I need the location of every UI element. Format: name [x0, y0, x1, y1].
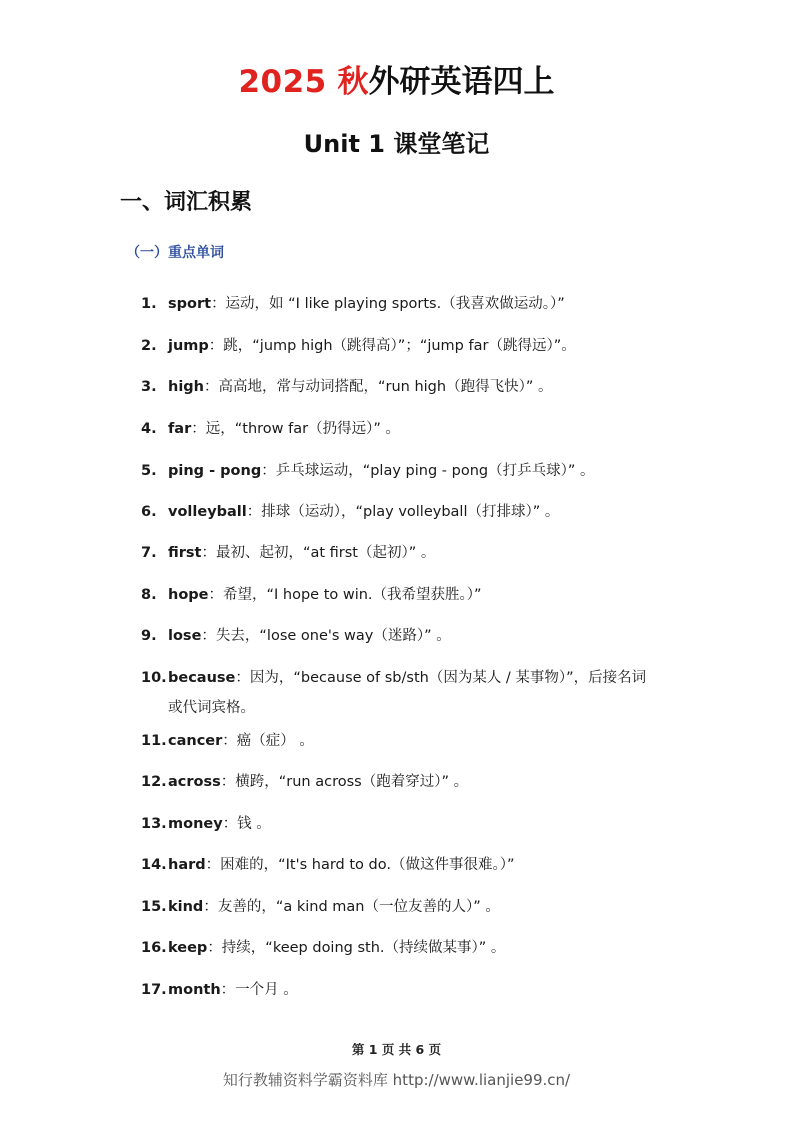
vocab-word: sport	[168, 296, 212, 312]
vocab-item	[141, 580, 686, 610]
vocab-word: money	[168, 816, 223, 832]
section-heading: 一、词汇积累	[120, 190, 253, 215]
vocab-number: 12.	[141, 774, 167, 790]
vocab-word: keep	[168, 940, 208, 956]
vocab-definition: ：钱 。	[222, 816, 271, 832]
vocab-item	[141, 767, 686, 797]
vocab-number: 15.	[141, 899, 167, 915]
vocab-item	[141, 850, 686, 880]
vocab-number: 16.	[141, 940, 167, 956]
page-title	[0, 60, 793, 104]
page-subtitle: Unit 1 课堂笔记	[303, 130, 490, 158]
vocab-item	[141, 933, 686, 963]
vocab-number: 4.	[141, 421, 157, 437]
vocab-item	[141, 331, 686, 361]
vocab-definition: ：跳，“jump high（跳得高）”；“jump far（跳得远）”。	[208, 338, 576, 354]
vocab-word: month	[168, 982, 221, 998]
vocab-word: across	[168, 774, 221, 790]
vocab-item	[141, 456, 686, 486]
vocab-number: 6.	[141, 504, 157, 520]
vocab-definition: ：持续，“keep doing sth.（持续做某事）” 。	[207, 940, 506, 956]
vocab-item	[141, 372, 686, 402]
vocab-item	[141, 497, 686, 527]
vocab-definition: ：困难的，“It's hard to do.（做这件事很难。）”	[205, 857, 515, 873]
title-season: 秋	[337, 64, 369, 100]
vocab-word: hope	[168, 587, 209, 603]
vocab-item	[141, 892, 686, 922]
vocab-definition: ：一个月 。	[220, 982, 298, 998]
vocab-number: 9.	[141, 628, 157, 644]
title-rest: 外研英语四上	[368, 64, 555, 100]
sub-heading: （一）重点单词	[126, 245, 224, 261]
vocab-number: 17.	[141, 982, 167, 998]
vocab-definition: ：希望，“I hope to win.（我希望获胜。）”	[208, 587, 482, 603]
vocab-item	[141, 289, 686, 319]
vocab-item	[141, 621, 686, 651]
vocab-word: first	[168, 545, 202, 561]
vocab-number: 8.	[141, 587, 157, 603]
vocab-number: 14.	[141, 857, 167, 873]
vocab-word: jump	[168, 338, 209, 354]
vocab-number: 7.	[141, 545, 157, 561]
vocab-definition: ：高高地，常与动词搭配，“run high（跑得飞快）” 。	[204, 379, 553, 395]
vocab-item	[141, 414, 686, 444]
vocab-word: lose	[168, 628, 202, 644]
vocab-definition: ：排球（运动），“play volleyball（打排球）” 。	[246, 504, 560, 520]
vocab-number: 11.	[141, 733, 167, 749]
vocab-word: cancer	[168, 733, 223, 749]
vocab-definition: ：远，“throw far（扔得远）” 。	[191, 421, 400, 437]
vocab-item	[141, 975, 686, 1005]
vocab-word: kind	[168, 899, 204, 915]
page-indicator: 第 1 页 共 6 页	[351, 1042, 442, 1057]
vocab-definition: ：乒乓球运动，“play ping - pong（打乒乓球）” 。	[261, 463, 595, 479]
vocab-item	[141, 809, 686, 839]
title-year: 2025	[238, 64, 327, 100]
vocab-word: hard	[168, 857, 206, 873]
vocab-number: 2.	[141, 338, 157, 354]
vocab-item	[141, 538, 686, 568]
vocab-definition: ：横跨，“run across（跑着穿过）” 。	[220, 774, 469, 790]
vocab-word: ping - pong	[168, 463, 262, 479]
vocab-word: far	[168, 421, 192, 437]
vocab-definition: ：最初、起初，“at first（起初）” 。	[201, 545, 436, 561]
vocab-definition: ：友善的，“a kind man（一位友善的人）” 。	[203, 899, 500, 915]
vocab-item	[141, 663, 686, 723]
vocab-number: 10.	[141, 670, 167, 686]
vocab-definition-continued: 或代词宾格。	[168, 700, 255, 716]
vocab-word: volleyball	[168, 504, 247, 520]
vocab-definition: ：失去，“lose one's way（迷路）” 。	[201, 628, 451, 644]
vocab-number: 3.	[141, 379, 157, 395]
vocab-word: because	[168, 670, 236, 686]
vocab-word: high	[168, 379, 204, 395]
vocab-definition: ：因为，“because of sb/sth（因为某人 / 某事物）”，后接名词	[235, 670, 647, 686]
vocab-definition: ：运动，如 “I like playing sports.（我喜欢做运动。）”	[211, 296, 565, 312]
vocab-item	[141, 726, 686, 756]
vocab-number: 1.	[141, 296, 157, 312]
vocab-definition: ：癌（症） 。	[222, 733, 314, 749]
footer-site-link[interactable]: 知行教辅资料学霸资料库 http://www.lianjie99.cn/	[222, 1071, 571, 1089]
vocab-number: 5.	[141, 463, 157, 479]
vocab-number: 13.	[141, 816, 167, 832]
